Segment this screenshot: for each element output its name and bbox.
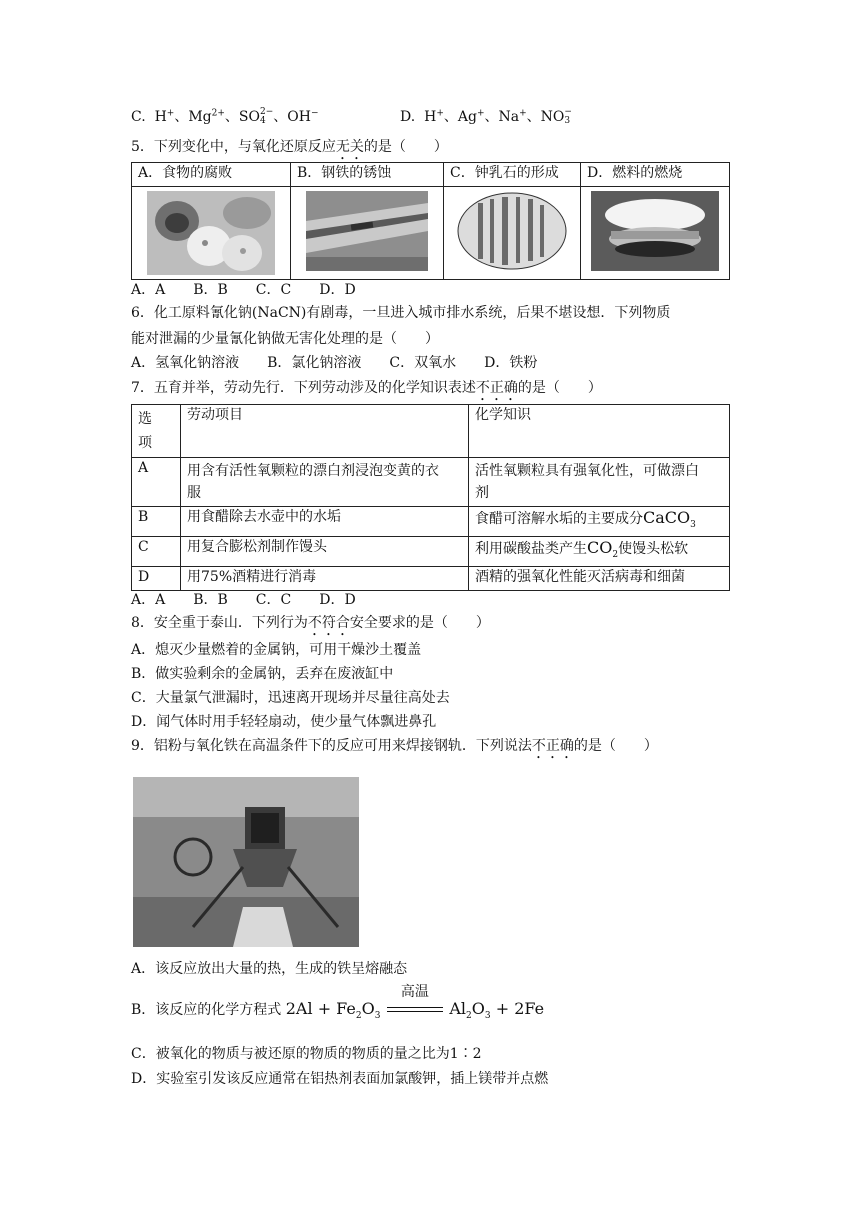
q5-table xyxy=(131,162,730,280)
q7-row-d-item: 用75%酒精进行消毒 xyxy=(181,567,469,591)
q9-equation-line-bottom xyxy=(387,1011,443,1012)
q7-row-b-item: 用食醋除去水壶中的水垢 xyxy=(181,507,469,537)
q7-row-d-knowledge: 酒精的强氧化性能灭活病毒和细菌 xyxy=(469,567,730,591)
q6-stem-line1: 6．化工原料氰化钠(NaCN)有剧毒，一旦进入城市排水系统，后果不堪设想．下列物质 xyxy=(131,305,671,321)
q7-row-c-knowledge-text: 利用碳酸盐类产生$CO_2$使馒头松软 xyxy=(475,538,689,561)
food-rot-image xyxy=(147,191,275,275)
q7-stem-post: 的是（ ） xyxy=(517,380,602,396)
q8-option-d: D．闻气体时用手轻轻扇动，使少量气体飘进鼻孔 xyxy=(131,714,437,730)
q5-image-cell-b xyxy=(291,187,444,280)
q5-stem-post: 的是（ ） xyxy=(363,139,448,155)
q7-row-c-knowledge xyxy=(469,537,730,567)
q7-header-labor: 劳动项目 xyxy=(181,405,469,458)
food-rot-photo xyxy=(136,191,286,275)
q4-option-c-text: H+、$Mg^{2+}$、SO 2− 4 、OH− xyxy=(154,107,319,126)
q9-equation-condition: 高温 xyxy=(400,984,429,1000)
q7-stem-pre: 7．五育并举，劳动先行．下列劳动涉及的化学知识表述 xyxy=(131,380,476,396)
q7-row-a-item-line1: 用含有活性氧颗粒的漂白剂浸泡变黄的衣 xyxy=(187,463,439,479)
q7-row-c-option: C xyxy=(132,537,181,567)
q9-stem-post: 的是（ ） xyxy=(573,738,658,754)
stalactite-image xyxy=(456,191,568,271)
q8-stem-post: 安全要求的是（ ） xyxy=(349,615,490,631)
rusty-steel-photo xyxy=(295,191,439,271)
thermite-welding-photo xyxy=(133,777,359,947)
q5-header-d: D．燃料的燃烧 xyxy=(581,163,730,187)
q5-header-b: B．钢铁的锈蚀 xyxy=(291,163,444,187)
q7-row-b-knowledge xyxy=(469,507,730,537)
q6-stem-line2: 能对泄漏的少量氰化钠做无害化处理的是（ ） xyxy=(131,331,439,347)
q6-options: A．氢氧化钠溶液 B．氯化钠溶液 C．双氧水 D．铁粉 xyxy=(131,355,538,371)
q9-option-b xyxy=(131,984,545,1022)
q9-option-c: C．被氧化的物质与被还原的物质的物质的量之比为1∶2 xyxy=(131,1046,482,1062)
q5-answer-options: A．A B．B C．C D．D xyxy=(131,282,356,298)
q7-row-b-option: B xyxy=(132,507,181,537)
q9-stem-pre: 9．铝粉与氧化铁在高温条件下的反应可用来焊接钢轨．下列说法 xyxy=(131,738,532,754)
q4-option-c-label: C. xyxy=(131,109,146,125)
thermite-welding-image xyxy=(133,777,359,947)
q9-stem-emphasis: 不正确 xyxy=(531,738,574,754)
q7-row-c xyxy=(132,537,730,567)
q8-option-a: A．熄灭少量燃着的金属钠，可用干燥沙土覆盖 xyxy=(131,642,422,658)
q7-stem-emphasis: 不正确 xyxy=(475,380,518,396)
q5-image-cell-d xyxy=(581,187,730,280)
q7-table-header xyxy=(132,405,730,458)
q5-header-a: A．食物的腐败 xyxy=(132,163,291,187)
q7-answer-options: A．A B．B C．C D．D xyxy=(131,592,356,608)
q7-stem xyxy=(131,380,602,404)
q9-option-b-right: $Al_2O_3 + 2Fe$ xyxy=(449,999,545,1022)
q5-image-cell-a xyxy=(132,187,291,280)
q7-row-b-knowledge-text: 食醋可溶解水垢的主要成分CaCO$_3$ xyxy=(475,508,696,531)
q4-option-c xyxy=(131,108,319,126)
fuel-burning-image xyxy=(591,191,719,271)
fuel-burning-photo xyxy=(585,191,725,271)
q8-stem-pre: 8．安全重于泰山．下列行为 xyxy=(131,615,308,631)
q9-option-a: A．该反应放出大量的热，生成的铁呈熔融态 xyxy=(131,961,408,977)
q5-stem-pre: 5．下列变化中，与氧化还原反应 xyxy=(131,139,336,155)
q7-row-d xyxy=(132,567,730,591)
q7-row-a-item xyxy=(181,458,469,507)
q7-row-a-option: A xyxy=(132,458,181,507)
q7-row-a-item-line2: 服 xyxy=(187,485,201,501)
q7-row-a-knowledge-line1: 活性氧颗粒具有强氧化性，可做漂白 xyxy=(475,463,699,479)
rusty-steel-image xyxy=(306,191,428,271)
q4-option-d xyxy=(400,108,572,126)
q7-header-knowledge: 化学知识 xyxy=(469,405,730,458)
q9-equation-line-top xyxy=(387,1007,443,1008)
q9-option-d: D．实验室引发该反应通常在铝热剂表面加氯酸钾，插上镁带并点燃 xyxy=(131,1071,549,1087)
q5-header-c: C．钟乳石的形成 xyxy=(444,163,581,187)
q8-stem-emphasis: 不符合 xyxy=(307,615,350,631)
q7-row-c-item: 用复合膨松剂制作馒头 xyxy=(181,537,469,567)
q9-equation-arrow xyxy=(387,984,443,1018)
q7-row-b xyxy=(132,507,730,537)
q9-option-b-left: $2Al + Fe_2O_3$ xyxy=(285,999,381,1022)
q7-header-option-2: 项 xyxy=(138,435,152,451)
q7-header-option-1: 选 xyxy=(138,411,152,427)
q7-row-a-knowledge xyxy=(469,458,730,507)
q7-header-option xyxy=(132,405,181,458)
q8-option-b: B．做实验剩余的金属钠，丢弃在废液缸中 xyxy=(131,666,394,682)
q7-row-a xyxy=(132,458,730,507)
q7-table xyxy=(131,404,730,591)
q8-option-c: C．大量氯气泄漏时，迅速离开现场并尽量往高处去 xyxy=(131,690,450,706)
q9-stem xyxy=(131,738,658,762)
q7-row-d-option: D xyxy=(132,567,181,591)
q9-option-b-pre: B．该反应的化学方程式 xyxy=(131,1002,282,1018)
q5-stem xyxy=(131,139,448,163)
q8-stem xyxy=(131,615,490,639)
q4-option-d-label: D. xyxy=(400,109,416,125)
q7-row-a-knowledge-line2: 剂 xyxy=(475,485,489,501)
q5-stem-emphasis: 无关 xyxy=(335,139,364,155)
q4-option-d-text: H+、Ag+、Na+、NO − 3 xyxy=(424,107,572,126)
stalactite-photo xyxy=(448,191,576,271)
q5-image-cell-c xyxy=(444,187,581,280)
